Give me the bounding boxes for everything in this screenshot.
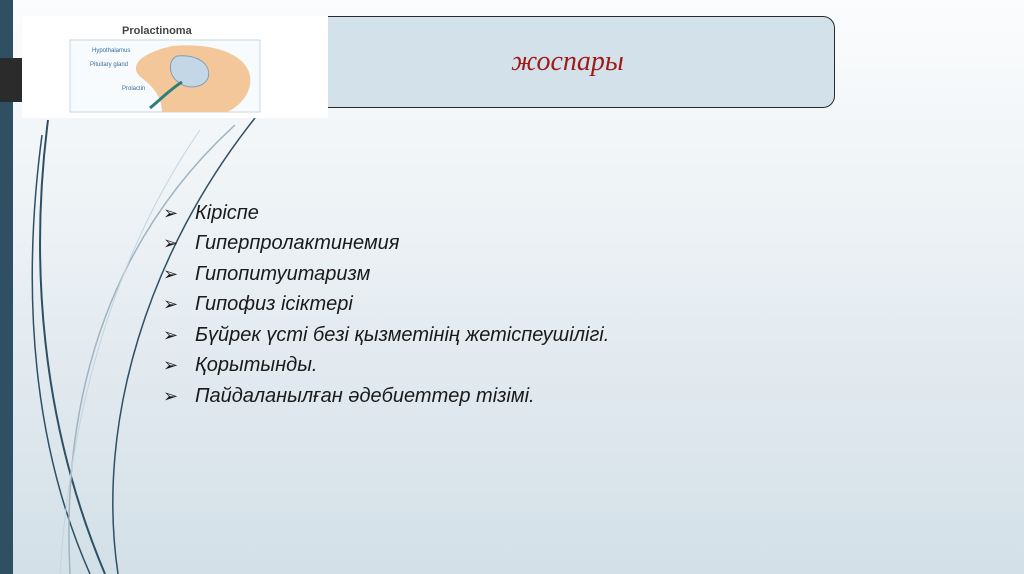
- arrow-bullet-icon: ➢: [163, 385, 179, 406]
- list-item-label: Гиперпролактинемия: [195, 232, 400, 255]
- slide-title: жоспары: [511, 46, 624, 77]
- contents-list: [163, 198, 609, 412]
- list-item-label: Пайдаланылған әдебиеттер тізімі.: [195, 384, 535, 407]
- prolactin-label: Prolactin: [122, 86, 146, 92]
- list-item: [163, 229, 609, 260]
- arrow-bullet-icon: ➢: [163, 233, 179, 254]
- list-item-label: Кіріспе: [195, 201, 259, 224]
- arrow-bullet-icon: ➢: [163, 263, 179, 284]
- prolactinoma-image: [22, 16, 328, 118]
- list-item: [163, 290, 609, 321]
- prolactinoma-illustration: [22, 16, 328, 118]
- arrow-bullet-icon: ➢: [163, 294, 179, 315]
- arrow-bullet-icon: ➢: [163, 202, 179, 223]
- list-item: [163, 351, 609, 382]
- list-item: [163, 320, 609, 351]
- list-item-label: Қорытынды.: [195, 354, 318, 377]
- hypothalamus-label: Hypothalamus: [92, 48, 131, 54]
- list-item: [163, 381, 609, 412]
- arrow-bullet-icon: ➢: [163, 355, 179, 376]
- list-item: [163, 259, 609, 290]
- list-item-label: Гипофиз ісіктері: [195, 293, 353, 316]
- list-item-label: Бүйрек үсті безі қызметінің жетіспеушілігі.: [195, 323, 610, 346]
- list-item-label: Гипопитуитаризм: [195, 262, 371, 285]
- pituitary-label: Pituitary gland: [90, 62, 129, 68]
- arrow-bullet-icon: ➢: [163, 324, 179, 345]
- image-caption: Prolactinoma: [122, 25, 192, 37]
- list-item: [163, 198, 609, 229]
